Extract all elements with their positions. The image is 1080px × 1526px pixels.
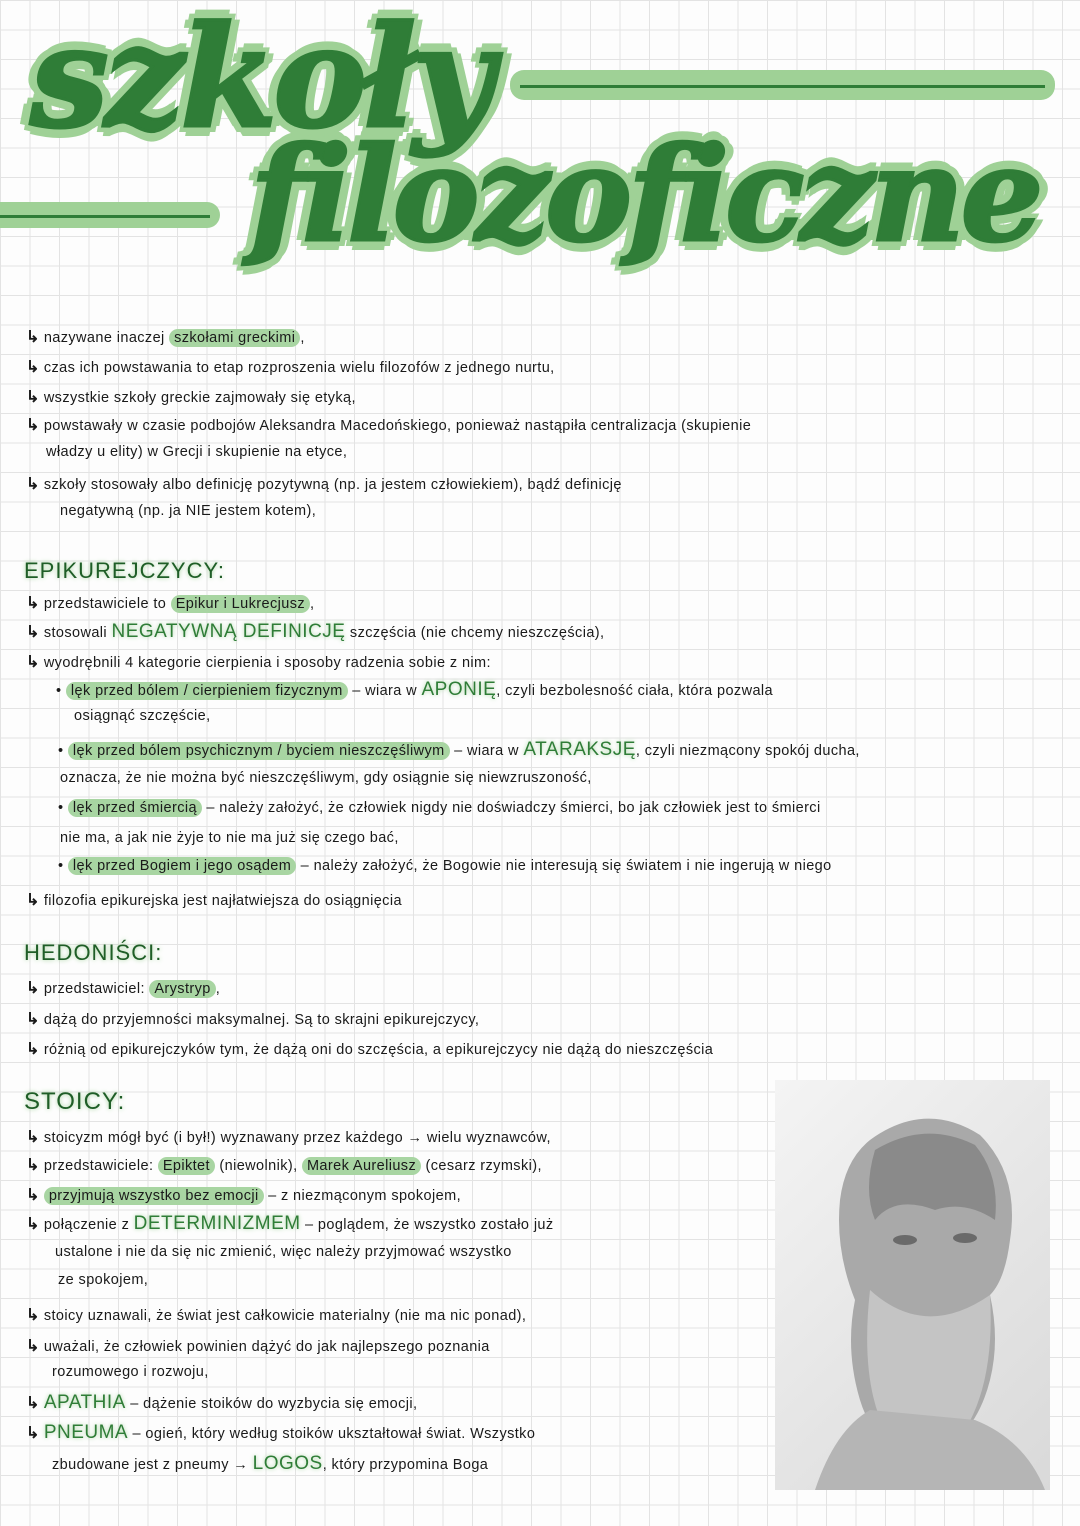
text: czas ich powstawania to etap rozproszenia wielu filozofów z jednego nurtu,: [43, 360, 555, 376]
text: ustalone i nie da się nic zmienić, więc należy przyjmować wszystko: [55, 1244, 512, 1260]
text: dążą do przyjemności maksymalnej. Są to skrajni epikurejczycy,: [43, 1012, 480, 1028]
text: – wiara w: [347, 683, 422, 699]
highlighted-text: przyjmują wszystko bez emocji: [44, 1187, 264, 1205]
arrow-icon: ↳: [26, 654, 40, 671]
text: stoicy uznawali, że świat jest całkowicie materialny (nie ma nic ponad),: [43, 1308, 527, 1324]
arrow-icon: ↳: [26, 1129, 40, 1146]
arrow-icon: ↳: [26, 389, 40, 406]
text: nie ma, a jak nie żyje to nie ma już się czego bać,: [60, 830, 399, 846]
text: – z niezmąconym spokojem,: [263, 1188, 462, 1204]
text: (niewolnik),: [214, 1158, 302, 1174]
epikurejczycy-line: [56, 679, 773, 701]
arrow-icon: ↳: [26, 1187, 40, 1204]
text: nazywane inaczej: [43, 330, 170, 346]
bust-icon: [775, 1080, 1050, 1490]
epikurejczycy-line: [74, 708, 211, 724]
text: negatywną (np. ja NIE jestem kotem),: [60, 503, 317, 519]
arrow-icon: ↳: [26, 1307, 40, 1324]
intro-line: [26, 474, 622, 494]
text: rozumowego i rozwoju,: [52, 1364, 209, 1380]
text: przedstawiciel:: [43, 981, 150, 997]
keyword-text: APONIĘ: [421, 679, 497, 700]
highlighted-text: Epiktet: [158, 1157, 215, 1175]
text: – należy założyć, że Bogowie nie interesują się światem i nie ingerują w niego: [296, 858, 832, 874]
text: , czyli bezbolesność ciała, która pozwala: [496, 683, 774, 699]
text: powstawały w czasie podbojów Aleksandra Macedońskiego, ponieważ nastąpiła centralizacja (skupienie: [43, 418, 752, 434]
title-line-1: szkoły: [30, 0, 490, 160]
text: osiągnąć szczęście,: [74, 708, 211, 724]
text: – ogień, który według stoików ukształtował świat. Wszystko: [128, 1426, 536, 1442]
keyword-text: APATHIA: [43, 1392, 126, 1413]
text: ,: [300, 330, 305, 346]
text: oznacza, że nie można być nieszczęśliwym, gdy osiągnie się niewzruszoność,: [60, 770, 592, 786]
epikurejczycy-line: [58, 739, 860, 761]
epikurejczycy-line: [58, 800, 821, 816]
stoicy-line: [26, 1422, 535, 1444]
text: filozofia epikurejska jest najłatwiejsza do osiągnięcia: [43, 893, 402, 909]
stoicy-line: [26, 1127, 551, 1147]
text: przedstawiciele:: [43, 1158, 158, 1174]
text: •: [58, 743, 68, 759]
decorative-bar-top: [510, 70, 1055, 100]
arrow-icon: ↳: [26, 1216, 40, 1233]
hedonisci-line: [26, 978, 220, 998]
text: stoicyzm mógł być (i był!) wyznawany przez każdego → wielu wyznawców,: [43, 1130, 551, 1146]
decorative-bar-left: [0, 202, 220, 228]
stoicy-line: [26, 1305, 526, 1325]
text: wyodrębnili 4 kategorie cierpienia i sposoby radzenia sobie z nim:: [43, 655, 491, 671]
arrow-icon: ↳: [26, 476, 40, 493]
hedonisci-line: [26, 1009, 479, 1029]
highlighted-text: lęk przed bólem psychicznym / byciem nieszczęśliwym: [68, 742, 450, 760]
text: , czyli niezmącony spokój ducha,: [635, 743, 860, 759]
text: połączenie z: [43, 1217, 134, 1233]
text: – wiara w: [449, 743, 524, 759]
intro-line: [26, 415, 751, 435]
heading-epikurejczycy: EPIKUREJCZYCY:: [24, 558, 226, 583]
arrow-icon: ↳: [26, 892, 40, 909]
epikurejczycy-line: [26, 593, 314, 613]
arrow-icon: ↳: [26, 1425, 40, 1442]
intro-line: [26, 387, 356, 407]
keyword-text: LOGOS: [252, 1453, 323, 1474]
text: (cesarz rzymski),: [421, 1158, 542, 1174]
text: – poglądem, że wszystko zostało już: [300, 1217, 554, 1233]
arrow-icon: ↳: [26, 624, 40, 641]
stoicy-line: [26, 1185, 461, 1205]
text: •: [58, 800, 68, 816]
keyword-text: DETERMINIZMEM: [133, 1213, 301, 1234]
epikurejczycy-line: [26, 890, 402, 910]
heading-hedonisci: HEDONIŚCI:: [24, 940, 163, 965]
text: ze spokojem,: [58, 1272, 149, 1288]
text: , który przypomina Boga: [322, 1457, 489, 1473]
arrow-icon: ↳: [26, 329, 40, 346]
stoicy-line: [26, 1213, 554, 1235]
highlighted-text: lęk przed bólem / cierpieniem fizycznym: [66, 682, 348, 700]
arrow-icon: ↳: [26, 417, 40, 434]
stoicy-line: [58, 1272, 148, 1288]
highlighted-text: Epikur i Lukrecjusz: [171, 595, 310, 613]
text: stosowali: [43, 625, 112, 641]
epikurejczycy-line: [26, 652, 491, 672]
text: różnią od epikurejczyków tym, że dążą oni do szczęścia, a epikurejczycy nie dążą do nieszczęścia: [43, 1042, 714, 1058]
text: szkoły stosowały albo definicję pozytywną (np. ja jestem człowiekiem), bądź definicję: [43, 477, 622, 493]
stoicy-line: [52, 1453, 488, 1475]
hedonisci-line: [26, 1039, 713, 1059]
text: przedstawiciele to: [43, 596, 171, 612]
heading-stoicy: STOICY:: [24, 1088, 126, 1115]
text: uważali, że człowiek powinien dążyć do jak najlepszego poznania: [43, 1339, 490, 1355]
epikurejczycy-line: [26, 621, 604, 643]
epikurejczycy-line: [58, 858, 832, 874]
intro-line: [60, 503, 316, 519]
stoicy-line: [52, 1364, 209, 1380]
stoicy-line: [26, 1336, 490, 1356]
stoicy-line: [26, 1392, 417, 1414]
epikurejczycy-line: [60, 830, 399, 846]
keyword-text: ATARAKSJĘ: [523, 739, 636, 760]
intro-line: [26, 357, 555, 377]
arrow-icon: ↳: [26, 359, 40, 376]
title-line-2: filozoficzne: [250, 118, 1040, 271]
intro-line: [46, 444, 347, 460]
keyword-text: PNEUMA: [43, 1422, 129, 1443]
stoicy-line: [26, 1155, 542, 1175]
epikurejczycy-line: [60, 770, 592, 786]
highlighted-text: Arystryp: [149, 980, 215, 998]
arrow-icon: ↳: [26, 1011, 40, 1028]
text: ,: [215, 981, 221, 997]
arrow-icon: ↳: [26, 1157, 40, 1174]
stoicy-line: [55, 1244, 512, 1260]
text: •: [58, 858, 68, 874]
text: zbudowane jest z pneumy →: [52, 1457, 253, 1473]
text: •: [56, 683, 66, 699]
arrow-icon: ↳: [26, 1338, 40, 1355]
intro-line: [26, 327, 305, 347]
arrow-icon: ↳: [26, 980, 40, 997]
arrow-icon: ↳: [26, 1041, 40, 1058]
highlighted-text: szkołami greckimi: [169, 329, 300, 347]
text: – dążenie stoików do wyzbycia się emocji,: [125, 1396, 418, 1412]
text: – należy założyć, że człowiek nigdy nie doświadczy śmierci, bo jak człowiek jest to śmierci: [201, 800, 821, 816]
text: szczęścia (nie chcemy nieszczęścia),: [345, 625, 605, 641]
keyword-text: NEGATYWNĄ DEFINICJĘ: [111, 621, 346, 642]
highlighted-text: lęk przed śmiercią: [68, 799, 202, 817]
text: władzy u elity) w Grecji i skupienie na etyce,: [46, 444, 348, 460]
text: wszystkie szkoły greckie zajmowały się etyką,: [43, 390, 356, 406]
text: ,: [310, 596, 315, 612]
arrow-icon: ↳: [26, 595, 40, 612]
highlighted-text: Marek Aureliusz: [302, 1157, 421, 1175]
arrow-icon: ↳: [26, 1395, 40, 1412]
stoic-bust-photo: [775, 1080, 1050, 1490]
highlighted-text: lęk przed Bogiem i jego osądem: [68, 857, 296, 875]
